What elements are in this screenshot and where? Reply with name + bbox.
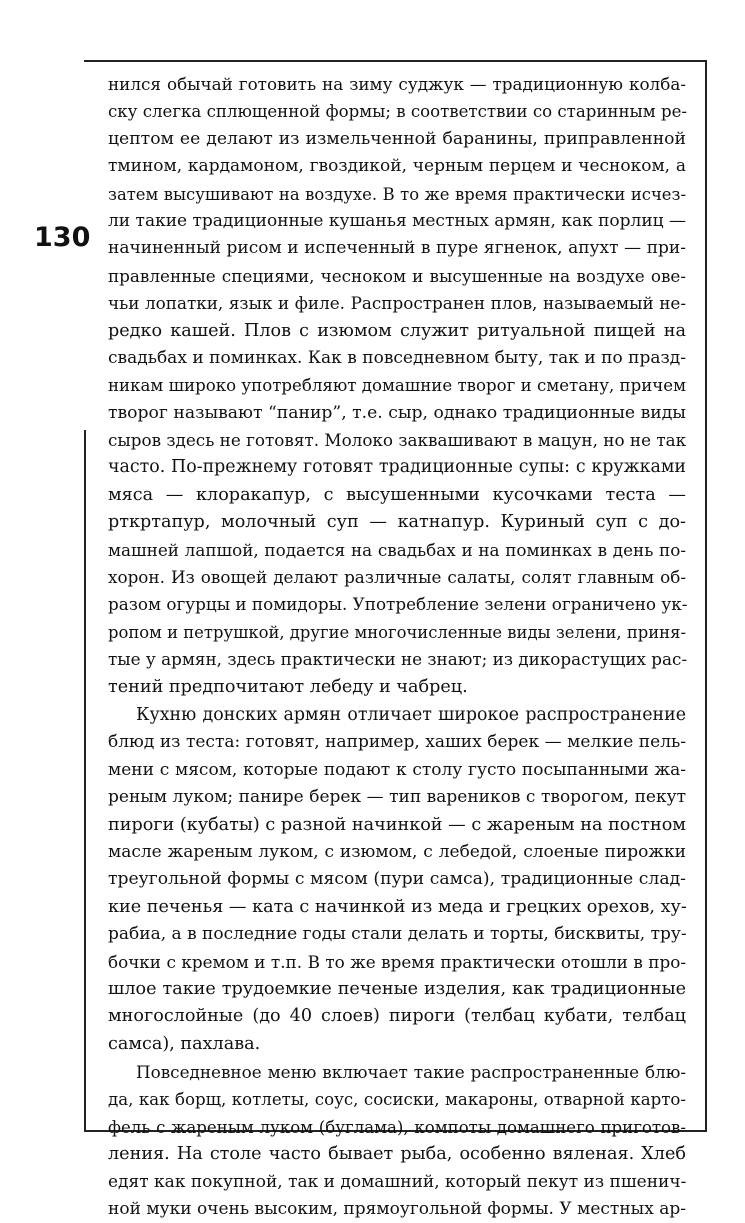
text-line: свадьбах и поминках. Как в повседневном быту, так и по празд- <box>108 347 686 368</box>
text-line: многослойные (до 40 слоев) пироги (телбац кубати, телбац <box>108 1006 686 1027</box>
paragraph-last-line: самса), пахлава. <box>108 1033 261 1054</box>
text-line: ску слегка сплющенной формы; в соответствии со старинным ре- <box>108 102 687 122</box>
text-line: треугольной формы с мясом (пури самса), традиционные слад- <box>108 869 686 890</box>
text-line: редко кашей. Плов с изюмом служит ритуальной пищей на <box>108 320 686 341</box>
text-line: сыров здесь не готовят. Молоко заквашивают в мацун, но не так <box>108 430 687 451</box>
text-line: блюд из теста: готовят, например, хаших берек — мелкие пель- <box>108 732 686 753</box>
left-rule <box>84 430 86 1132</box>
text-line: нился обычай готовить на зиму суджук — традиционную колба- <box>108 74 686 94</box>
text-line: правленные специями, чесноком и высушенные на воздухе ове- <box>108 265 686 286</box>
text-line: ропом и петрушкой, другие многочисленные виды зелени, приня- <box>108 622 686 642</box>
paragraph-last-line: тений предпочитают лебеду и чабрец. <box>108 676 468 697</box>
text-line: кие печенья — ката с начинкой из меда и грецких орехов, ху- <box>108 896 687 917</box>
text-line: хорон. Из овощей делают различные салаты, солят главным об- <box>108 567 686 588</box>
text-line: тые у армян, здесь практически не знают; из дикорастущих рас- <box>108 649 688 670</box>
body-text <box>108 71 686 1223</box>
page-number: 130 <box>34 222 91 253</box>
text-line: никам широко употребляют домашние творог и сметану, причем <box>108 376 686 396</box>
text-line: чьи лопатки, язык и филе. Распространен плов, называемый не- <box>108 293 686 314</box>
text-line: бочки с кремом и т.п. В то же время практически отошли в про- <box>108 951 686 972</box>
text-line: мяса — клоракапур, с высушенными кусочками теста — <box>108 484 686 505</box>
paragraph-first-line: Повседневное меню включает такие распространенные блю- <box>136 1062 686 1083</box>
right-rule <box>705 60 707 1132</box>
paragraph-first-line: Кухню донских армян отличает широкое распространение <box>136 704 686 725</box>
text-line: затем высушивают на воздухе. В то же время практически исчез- <box>108 184 686 204</box>
text-line: ления. На столе часто бывает рыба, особенно вяленая. Хлеб <box>108 1144 686 1165</box>
text-line: цептом ее делают из измельченной баранины, приправленной <box>108 128 686 149</box>
text-line: рабиа, а в последние годы стали делать и торты, бисквиты, тру- <box>108 924 687 945</box>
text-line: мени с мясом, которые подают к столу густо посыпанными жа- <box>108 759 686 780</box>
text-line: да, как борщ, котлеты, соус, сосиски, макароны, отварной карто- <box>108 1090 686 1110</box>
text-line: пироги (кубаты) с разной начинкой — с жареным на постном <box>108 814 686 835</box>
text-line: разом огурцы и помидоры. Употребление зелени ограничено ук- <box>108 594 688 615</box>
text-line: масле жареным луком, с изюмом, с лебедой, слоеные пирожки <box>108 841 686 862</box>
text-line: машней лапшой, подается на свадьбах и на поминках в день по- <box>108 539 686 560</box>
text-line: шлое такие трудоемкие печеные изделия, как традиционные <box>108 978 686 999</box>
text-line: рткртапур, молочный суп — катнапур. Куриный суп с до- <box>108 512 686 533</box>
text-line: ной муки очень высоким, прямоугольной формы. У местных ар- <box>108 1199 686 1220</box>
text-line: тмином, кардамоном, гвоздикой, черным перцем и чесноком, а <box>108 156 686 177</box>
text-line: реным луком; панире берек — тип вареников с творогом, пекут <box>108 787 686 808</box>
text-line: творог называют “панир”, т.е. сыр, однако традиционные виды <box>108 402 686 423</box>
text-line: едят как покупной, так и домашний, который пекут из пшенич- <box>108 1171 687 1192</box>
text-line: ли такие традиционные кушанья местных армян, как порлиц — <box>108 210 687 231</box>
text-line: часто. По-прежнему готовят традиционные супы: с кружками <box>108 457 686 478</box>
text-line: фель с жареным луком (буглама), компоты домашнего приготов- <box>108 1117 686 1137</box>
top-rule <box>84 60 706 62</box>
text-line: начиненный рисом и испеченный в пуре ягненок, апухт — при- <box>108 238 686 259</box>
